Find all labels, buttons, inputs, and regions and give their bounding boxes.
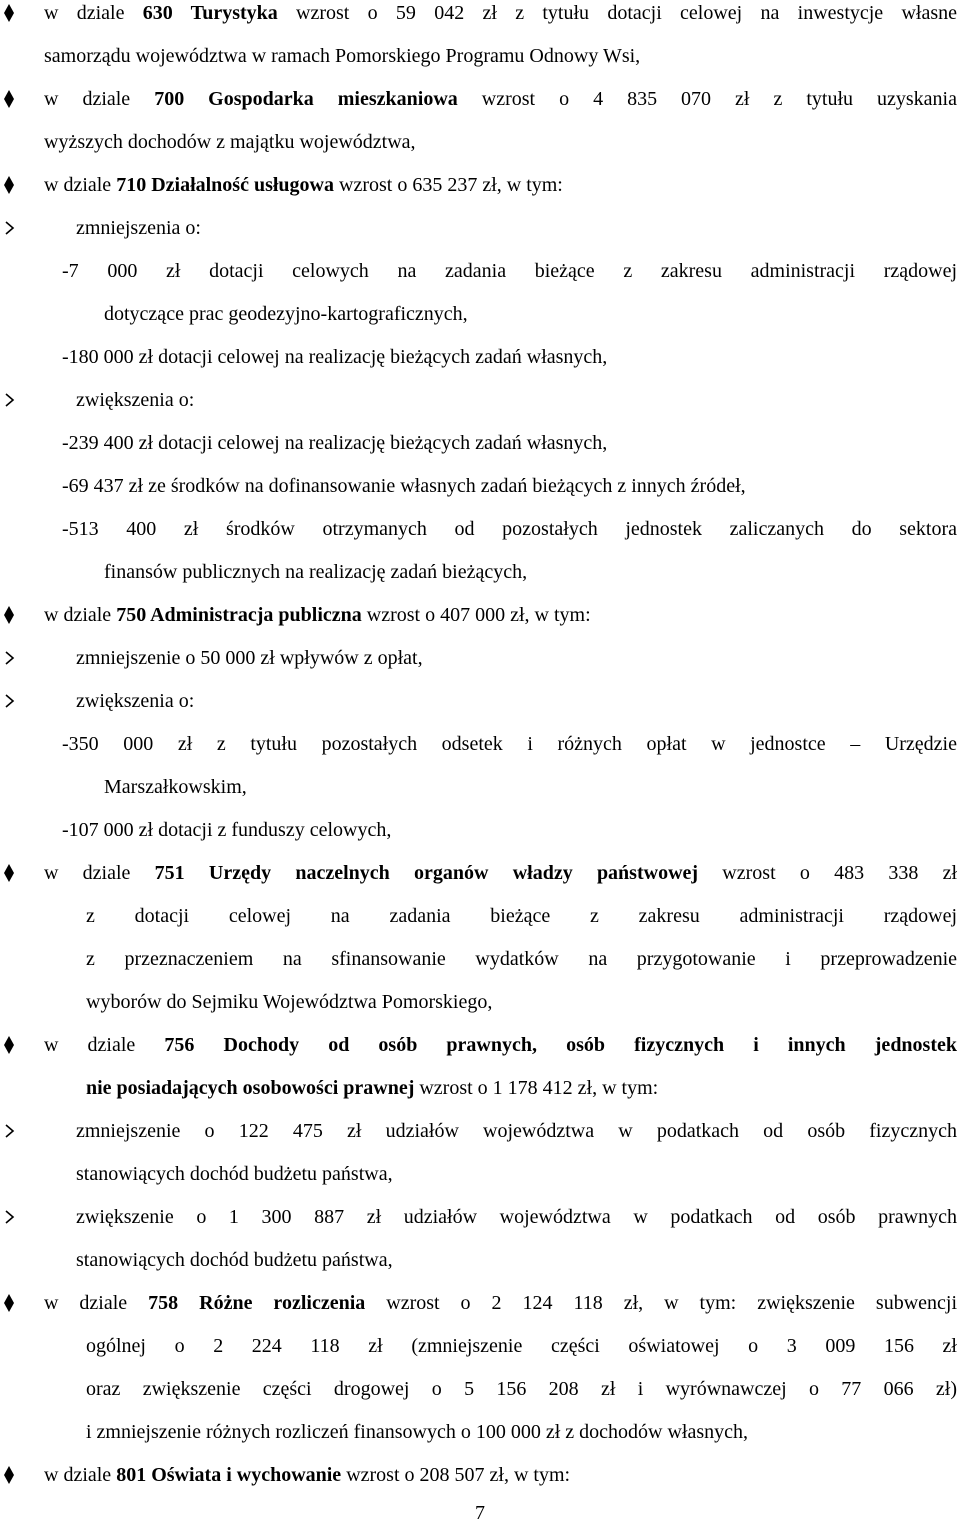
text-line <box>44 1462 570 1488</box>
text-line <box>86 1376 957 1402</box>
bold-text: 750 Administracja publiczna <box>116 604 362 626</box>
text-line <box>76 1161 393 1187</box>
text-segment: -69 437 zł ze środków na dofinansowanie własnych zadań bieżących z innych źródeł, <box>62 475 746 497</box>
text-segment: wzrost o 635 237 zł, w tym: <box>334 174 563 196</box>
text-line <box>44 172 563 198</box>
diamond-bullet-icon <box>4 1032 22 1058</box>
diamond-bullet-icon <box>4 1462 22 1488</box>
text-line <box>44 860 957 886</box>
text-line <box>86 903 957 929</box>
arrow-bullet-icon <box>4 688 22 714</box>
text-line <box>76 1118 957 1144</box>
text-segment: w dziale <box>44 1464 117 1486</box>
bold-text: 630 Turystyka <box>142 2 278 24</box>
text-line <box>86 989 492 1015</box>
arrow-bullet-icon <box>4 645 22 671</box>
text-line <box>104 559 527 585</box>
text-segment: wzrost o 1 178 412 zł, w tym: <box>414 1077 659 1099</box>
text-segment: dotyczące prac geodezyjno-kartograficznych, <box>104 303 468 325</box>
text-segment: oraz zwiększenie części drogowej o 5 156 208 zł i wyrównawczej o 77 066 zł) <box>86 1378 957 1400</box>
text-segment: zmniejszenie o 122 475 zł udziałów województwa w podatkach od osób fizycznych <box>76 1120 957 1142</box>
text-line <box>62 344 607 370</box>
bold-text: 758 Różne rozliczenia <box>148 1292 366 1314</box>
diamond-bullet-icon <box>4 0 22 26</box>
text-line <box>44 0 957 26</box>
text-segment: stanowiących dochód budżetu państwa, <box>76 1249 393 1271</box>
arrow-bullet-icon <box>4 1118 22 1144</box>
text-line <box>44 1290 957 1316</box>
diamond-bullet-icon <box>4 602 22 628</box>
text-segment: w dziale <box>44 88 155 110</box>
text-segment: -513 400 zł środków otrzymanych od pozostałych jednostek zaliczanych do sektora <box>62 518 957 540</box>
text-segment: wzrost o 407 000 zł, w tym: <box>361 604 591 626</box>
diamond-bullet-icon <box>4 172 22 198</box>
text-segment: zmniejszenia o: <box>76 217 201 239</box>
text-line <box>44 86 957 112</box>
bold-text: 751 Urzędy naczelnych organów władzy państwowej <box>154 862 699 884</box>
text-line <box>62 731 957 757</box>
diamond-bullet-icon <box>4 860 22 886</box>
text-segment: Marszałkowskim, <box>104 776 247 798</box>
text-line <box>86 1075 658 1101</box>
page-number: 7 <box>475 1502 485 1524</box>
text-segment: w dziale <box>44 862 155 884</box>
text-line <box>104 301 468 327</box>
text-segment: -239 400 zł dotacji celowej na realizację bieżących zadań własnych, <box>62 432 608 454</box>
text-line <box>44 602 591 628</box>
text-segment: zwiększenia o: <box>76 690 195 712</box>
text-segment: z przeznaczeniem na sfinansowanie wydatków na przygotowanie i przeprowadzenie <box>86 948 957 970</box>
text-line <box>76 645 423 671</box>
text-segment: stanowiących dochód budżetu państwa, <box>76 1163 393 1185</box>
text-segment: samorządu województwa w ramach Pomorskiego Programu Odnowy Wsi, <box>44 45 641 67</box>
text-line <box>62 258 957 284</box>
text-segment: zmniejszenie o 50 000 zł wpływów z opłat, <box>76 647 423 669</box>
text-segment: w dziale <box>44 2 143 24</box>
text-segment: w dziale <box>44 174 117 196</box>
arrow-bullet-icon <box>4 1204 22 1230</box>
bold-text: 756 Dochody od osób prawnych, osób fizycznych i innych jednostek <box>164 1034 958 1056</box>
text-segment: zwiększenie o 1 300 887 zł udziałów województwa w podatkach od osób prawnych <box>76 1206 957 1228</box>
text-segment: w dziale <box>44 604 117 626</box>
text-segment: wyborów do Sejmiku Województwa Pomorskiego, <box>86 991 493 1013</box>
text-segment: -7 000 zł dotacji celowych na zadania bieżące z zakresu administracji rządowej <box>62 260 957 282</box>
text-segment: -350 000 zł z tytułu pozostałych odsetek i różnych opłat w jednostce – Urzędzie <box>62 733 957 755</box>
text-segment: ogólnej o 2 224 118 zł (zmniejszenie części oświatowej o 3 009 156 zł <box>86 1335 957 1357</box>
text-segment: w dziale <box>44 1034 165 1056</box>
bold-text: 801 Oświata i wychowanie <box>116 1464 342 1486</box>
text-segment: wzrost o 59 042 zł z tytułu dotacji celowej na inwestycje własne <box>277 2 958 24</box>
diamond-bullet-icon <box>4 86 22 112</box>
text-segment: wzrost o 4 835 070 zł z tytułu uzyskania <box>457 88 957 110</box>
text-line <box>76 1247 393 1273</box>
bold-text: nie posiadających osobowości prawnej <box>86 1077 415 1099</box>
arrow-bullet-icon <box>4 215 22 241</box>
text-line <box>62 817 391 843</box>
text-segment: z dotacji celowej na zadania bieżące z zakresu administracji rządowej <box>86 905 957 927</box>
text-line <box>86 1419 748 1445</box>
bold-text: 700 Gospodarka mieszkaniowa <box>154 88 458 110</box>
text-segment: wzrost o 208 507 zł, w tym: <box>341 1464 571 1486</box>
text-segment: wzrost o 483 338 zł <box>698 862 958 884</box>
text-line <box>62 473 746 499</box>
text-line <box>62 430 607 456</box>
text-line <box>76 215 201 241</box>
text-segment: i zmniejszenie różnych rozliczeń finansowych o 100 000 zł z dochodów własnych, <box>86 1421 749 1443</box>
text-line <box>76 387 194 413</box>
text-line <box>44 129 416 155</box>
text-segment: w dziale <box>44 1292 149 1314</box>
text-segment: wyższych dochodów z majątku województwa, <box>44 131 416 153</box>
text-line <box>62 516 957 542</box>
text-segment: -180 000 zł dotacji celowej na realizację bieżących zadań własnych, <box>62 346 608 368</box>
bold-text: 710 Działalność usługowa <box>116 174 334 196</box>
arrow-bullet-icon <box>4 387 22 413</box>
text-segment: finansów publicznych na realizację zadań bieżących, <box>104 561 528 583</box>
text-line <box>86 1333 957 1359</box>
text-line <box>44 43 640 69</box>
text-segment: wzrost o 2 124 118 zł, w tym: zwiększenie subwencji <box>365 1292 958 1314</box>
diamond-bullet-icon <box>4 1290 22 1316</box>
text-segment: -107 000 zł dotacji z funduszy celowych, <box>62 819 392 841</box>
text-line <box>86 946 957 972</box>
text-line <box>76 688 194 714</box>
text-line <box>76 1204 957 1230</box>
text-segment: zwiększenia o: <box>76 389 195 411</box>
text-line <box>44 1032 957 1058</box>
text-line <box>104 774 247 800</box>
